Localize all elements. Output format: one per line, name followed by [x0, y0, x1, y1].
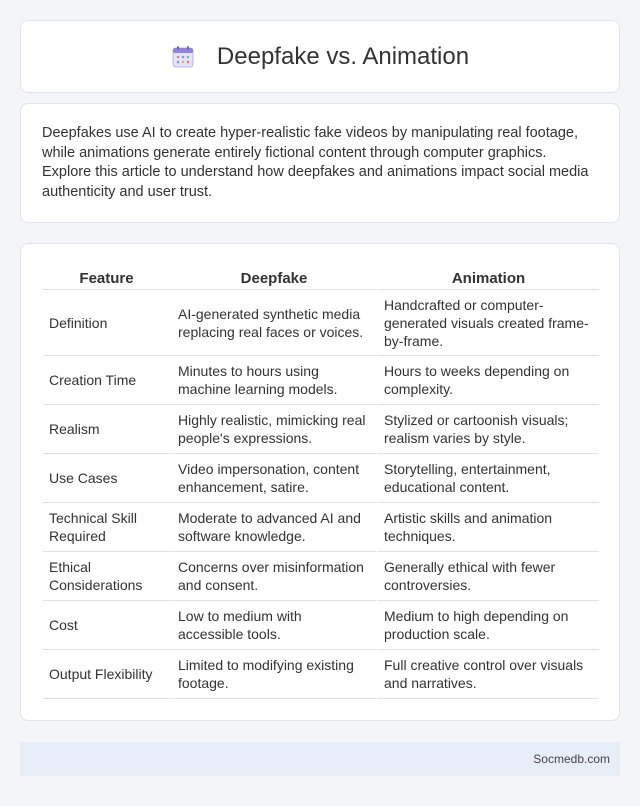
- header-animation: Animation: [376, 264, 599, 290]
- animation-cell: Handcrafted or computer-generated visuals created frame-by-frame.: [376, 290, 599, 356]
- animation-cell: Generally ethical with fewer controversies.: [376, 552, 599, 601]
- header-feature: Feature: [43, 264, 170, 290]
- comparison-table: [43, 264, 599, 699]
- feature-cell: Technical Skill Required: [43, 503, 170, 552]
- deepfake-cell: Highly realistic, mimicking real people's expressions.: [170, 405, 376, 454]
- page-title: Deepfake vs. Animation: [216, 42, 470, 70]
- table-row: [43, 650, 599, 699]
- feature-cell: Ethical Considerations: [43, 552, 170, 601]
- footer: [20, 742, 620, 776]
- table-row: [43, 454, 599, 503]
- deepfake-cell: Minutes to hours using machine learning models.: [170, 356, 376, 405]
- table-row: [43, 552, 599, 601]
- intro-card: [20, 103, 620, 223]
- animation-cell: Medium to high depending on production scale.: [376, 601, 599, 650]
- deepfake-cell: Concerns over misinformation and consent.: [170, 552, 376, 601]
- calendar-icon: [171, 45, 195, 69]
- feature-cell: Creation Time: [43, 356, 170, 405]
- deepfake-cell: AI-generated synthetic media replacing real faces or voices.: [170, 290, 376, 356]
- feature-cell: Realism: [43, 405, 170, 454]
- feature-cell: Output Flexibility: [43, 650, 170, 699]
- animation-cell: Hours to weeks depending on complexity.: [376, 356, 599, 405]
- footer-site-name: Socmedb.com: [533, 752, 610, 766]
- title-card: [20, 20, 620, 93]
- table-row: [43, 405, 599, 454]
- animation-cell: Artistic skills and animation techniques.: [376, 503, 599, 552]
- deepfake-cell: Moderate to advanced AI and software knowledge.: [170, 503, 376, 552]
- animation-cell: Storytelling, entertainment, educational content.: [376, 454, 599, 503]
- comparison-card: [20, 243, 620, 721]
- intro-paragraph: Deepfakes use AI to create hyper-realistic fake videos by manipulating real footage, while animations generate entirely fictional content through computer graphics. Explore this article to understand how deepfakes and animations impact social media authenticity and user trust.: [42, 125, 589, 200]
- header-deepfake: Deepfake: [170, 264, 376, 290]
- table-row: [43, 601, 599, 650]
- deepfake-cell: Video impersonation, content enhancement, satire.: [170, 454, 376, 503]
- feature-cell: Definition: [43, 290, 170, 356]
- table-header-row: [43, 264, 599, 290]
- table-row: [43, 356, 599, 405]
- animation-cell: Full creative control over visuals and narratives.: [376, 650, 599, 699]
- table-row: [43, 503, 599, 552]
- table-row: [43, 290, 599, 356]
- animation-cell: Stylized or cartoonish visuals; realism varies by style.: [376, 405, 599, 454]
- feature-cell: Cost: [43, 601, 170, 650]
- deepfake-cell: Low to medium with accessible tools.: [170, 601, 376, 650]
- feature-cell: Use Cases: [43, 454, 170, 503]
- deepfake-cell: Limited to modifying existing footage.: [170, 650, 376, 699]
